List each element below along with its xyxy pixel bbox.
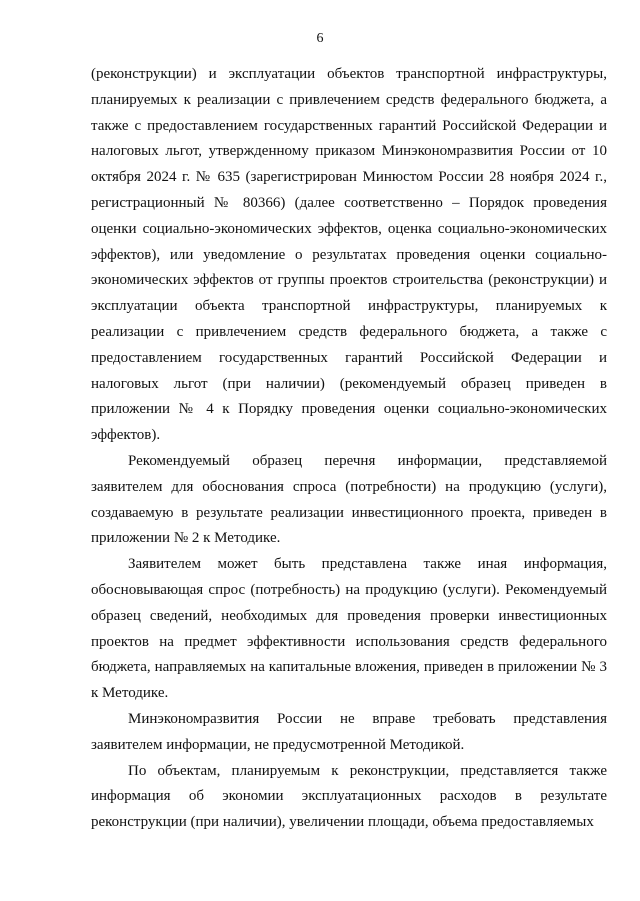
document-body bbox=[91, 62, 607, 836]
paragraph-continuation: (реконструкции) и эксплуатации объектов транспортной инфраструктуры, планируемых к реализации с привлечением средств федерального бюджета, а также с предоставлением государственных гарантий Российской Федерации и налоговых льгот, утвержденному приказом Минэкономразвития России от 10 октября 2024 г. № 635 (зарегистрирован Минюстом России 28 ноября 2024 г., регистрационный № 80366) (далее соответственно – Порядок проведения оценки социально-экономических эффектов, оценка социально-экономических эффектов), или уведомление о результатах проведения оценки социально-экономических эффектов от группы проектов строительства (реконструкции) и эксплуатации объекта транспортной инфраструктуры, планируемых к реализации с привлечением средств федерального бюджета, а также с предоставлением государственных гарантий Российской Федерации и налоговых льгот (при наличии) (рекомендуемый образец приведен в приложении № 4 к Порядку проведения оценки социально-экономических эффектов). bbox=[91, 66, 607, 444]
paragraph-additional-information: Заявителем может быть представлена также иная информация, обосновывающая спрос (потребность) на продукцию (услуги). Рекомендуемый образец сведений, необходимых для проведения проверки инвестиционных проектов на предмет эффективности использования средств федерального бюджета, направляемых на капитальные вложения, приведен в приложении № 3 к Методике. bbox=[91, 556, 607, 702]
paragraph-demand-justification: Рекомендуемый образец перечня информации, представляемой заявителем для обоснования спроса (потребности) на продукцию (услуги), создаваемую в результате реализации инвестиционного проекта, приведен в приложении № 2 к Методике. bbox=[91, 452, 607, 547]
paragraph-ministry-restriction: Минэкономразвития России не вправе требовать представления заявителем информации, не предусмотренной Методикой. bbox=[91, 710, 607, 753]
page-number: 6 bbox=[316, 31, 324, 46]
paragraph-reconstruction-objects: По объектам, планируемым к реконструкции, представляется также информация об экономии эксплуатационных расходов в результате реконструкции (при наличии), увеличении площади, объема предоставляемых bbox=[91, 762, 607, 831]
